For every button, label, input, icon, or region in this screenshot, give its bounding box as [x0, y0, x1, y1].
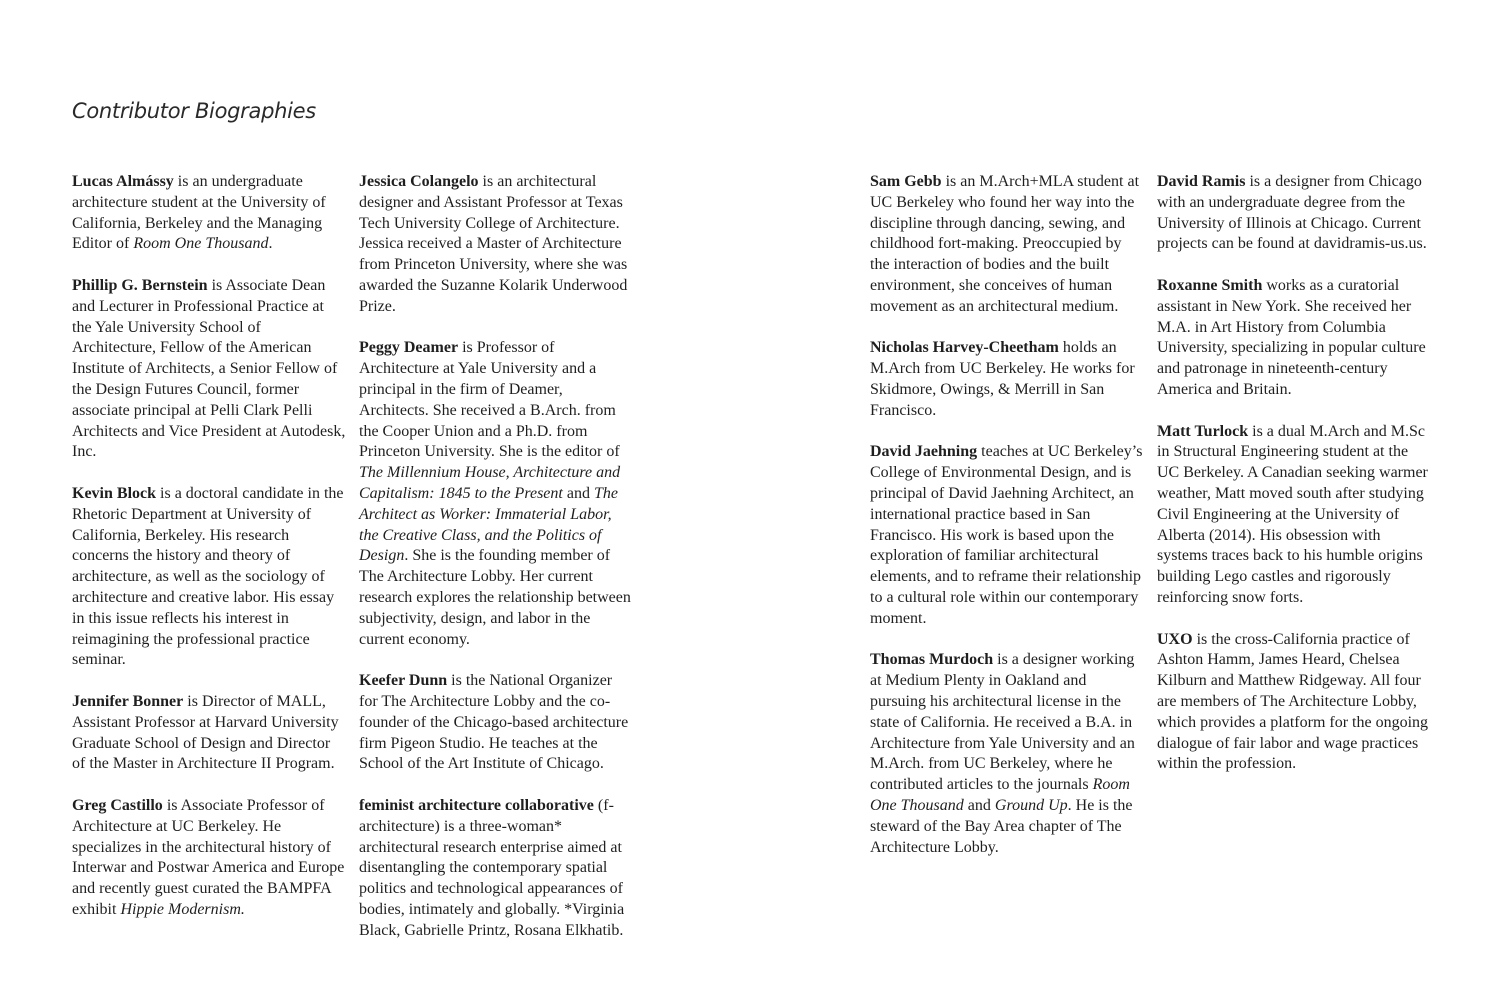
bio-column-3 — [870, 172, 1144, 879]
contributor-bio — [359, 338, 633, 650]
bio-text: is a doctoral candidate in the Rhetoric Department at University of California, Berkeley. His research concerns the history and theory of architecture, as well as the sociology of architecture and creative labor. His essay in this issue reflects his interest in reimagining the professional practice seminar. — [72, 484, 344, 669]
publication-title: Room One Thousand — [133, 235, 269, 253]
contributor-name: Keefer Dunn — [359, 672, 448, 690]
publication-title: Hippie Modernism. — [120, 900, 245, 918]
contributor-name: Peggy Deamer — [359, 339, 459, 357]
bio-text: . — [268, 235, 273, 253]
contributor-name: Kevin Block — [72, 484, 157, 502]
bio-text: is a designer working at Medium Plenty in Oakland and pursuing his architectural license in the state of California. He received a B.A. in Architecture from Yale University and an M.Arch. from UC Berkeley, where he contributed articles to the journals — [870, 651, 1135, 794]
bio-column-2 — [359, 172, 633, 962]
bio-text: and — [562, 484, 594, 502]
bio-text: is Associate Dean and Lecturer in Professional Practice at the Yale University School of Architecture, Fellow of the American Institute of Architects, a Senior Fellow of the Design Futures Council, former associate principal at Pelli Clark Pelli Architects and Vice President at Autodesk, Inc. — [72, 276, 346, 461]
contributor-bio — [359, 172, 633, 318]
contributor-bio — [72, 692, 346, 775]
bio-text: holds an M.Arch from UC Berkeley. He works for Skidmore, Owings, & Merrill in San Francisco. — [870, 339, 1135, 419]
contributor-name: Matt Turlock — [1157, 422, 1249, 440]
bio-text: (f-architecture) is a three-woman* architectural research enterprise aimed at disentangling the contemporary spatial politics and technological appearances of bodies, intimately and globally. *Virginia Black, Gabrielle Printz, Rosana Elkhatib. — [359, 796, 625, 939]
contributor-name: Sam Gebb — [870, 173, 942, 190]
contributor-bio — [359, 796, 633, 942]
bio-text: is Associate Professor of Architecture at UC Berkeley. He specializes in the architectural history of Interwar and Postwar America and Europe and recently guest curated the BAMPFA exhibit — [72, 796, 345, 918]
publication-title: The Millennium House, Architecture and Capitalism: 1845 to the Present — [359, 464, 621, 502]
contributor-bio — [1157, 630, 1431, 776]
contributor-bio — [1157, 172, 1431, 255]
contributor-name: Phillip G. Bernstein — [72, 276, 208, 294]
contributor-name: feminist architecture collaborative — [359, 796, 594, 814]
bio-column-4 — [1157, 172, 1431, 796]
publication-title: The Architect as Worker: Immaterial Labor, the Creative Class, and the Politics of Design — [359, 484, 618, 565]
publication-title: Room One Thousand — [870, 776, 1130, 814]
bio-text: . He is the steward of the Bay Area chapter of The Architecture Lobby. — [870, 796, 1133, 856]
contributor-bio — [870, 338, 1144, 421]
publication-title: Ground Up — [994, 796, 1068, 814]
contributor-bio — [359, 671, 633, 775]
contributor-name: Jessica Colangelo — [359, 173, 479, 190]
contributor-name: David Jaehning — [870, 443, 978, 461]
contributor-bio — [870, 442, 1144, 629]
contributor-bio — [1157, 422, 1431, 609]
contributor-bio — [870, 650, 1144, 858]
bio-text: is a dual M.Arch and M.Sc in Structural Engineering student at the UC Berkeley. A Canadian seeking warmer weather, Matt moved south after studying Civil Engineering at the University of Alberta (2014). His obsession with systems traces back to his humble origins building Lego castles and rigorously reinforcing snow forts. — [1157, 422, 1428, 606]
bio-text: is a designer from Chicago with an undergraduate degree from the University of Illinois at Chicago. Current projects can be found at davidramis-us.us. — [1157, 173, 1427, 253]
bio-text: and — [963, 796, 995, 814]
contributor-name: Roxanne Smith — [1157, 276, 1263, 294]
bio-text: works as a curatorial assistant in New York. She received her M.A. in Art History from Columbia University, specializing in popular culture and patronage in nineteenth-century America and Britain. — [1157, 276, 1426, 398]
contributor-name: Nicholas Harvey-Cheetham — [870, 339, 1059, 357]
bio-text: is Professor of Architecture at Yale University and a principal in the firm of Deamer, Architects. She received a B.Arch. from the Cooper Union and a Ph.D. from Princeton University. She is the editor of — [359, 339, 620, 461]
bio-text: is an undergraduate architecture student at the University of California, Berkeley and the Managing Editor of — [72, 173, 326, 253]
bio-text: is the cross-California practice of Ashton Hamm, James Heard, Chelsea Kilburn and Matthew Ridgeway. All four are members of The Architecture Lobby, which provides a platform for the ongoing dialogue of fair labor and wage practices within the profession. — [1157, 630, 1429, 773]
bio-text: is an M.Arch+MLA student at UC Berkeley who found her way into the discipline through dancing, sewing, and childhood fort-making. Preoccupied by the interaction of bodies and the built environment, she conceives of human movement as an architectural medium. — [870, 173, 1140, 315]
contributor-bio — [1157, 276, 1431, 401]
contributor-name: UXO — [1157, 630, 1193, 648]
bio-text: teaches at UC Berkeley’s College of Environmental Design, and is principal of David Jaehning Architect, an international practice based in San Francisco. His work is based upon the exploration of familiar architectural elements, and to reframe their relationship to a cultural role within our contemporary moment. — [870, 443, 1143, 627]
contributor-name: Lucas Almássy — [72, 173, 174, 190]
bio-text: is Director of MALL, Assistant Professor at Harvard University Graduate School of Design and Director of the Master in Architecture II Program. — [72, 692, 339, 773]
bio-column-1 — [72, 172, 346, 941]
contributor-name: Greg Castillo — [72, 796, 163, 814]
contributor-bio — [72, 276, 346, 463]
contributor-name: Jennifer Bonner — [72, 692, 184, 710]
page-title: Contributor Biographies — [72, 99, 316, 123]
contributor-bio — [870, 172, 1144, 318]
contributor-bio — [72, 172, 346, 255]
contributor-bio — [72, 796, 346, 921]
bio-text: is an architectural designer and Assistant Professor at Texas Tech University College of Architecture. Jessica received a Master of Architecture from Princeton University, where she was awarded the Suzanne Kolarik Underwood Prize. — [359, 173, 628, 315]
bio-text: is the National Organizer for The Architecture Lobby and the co-founder of the Chicago-based architecture firm Pigeon Studio. He teaches at the School of the Art Institute of Chicago. — [359, 672, 629, 773]
contributor-name: Thomas Murdoch — [870, 651, 994, 669]
contributor-bio — [72, 484, 346, 671]
contributor-name: David Ramis — [1157, 173, 1246, 190]
bio-text: . She is the founding member of The Architecture Lobby. Her current research explores the relationship between subjectivity, design, and labor in the current economy. — [359, 547, 631, 648]
